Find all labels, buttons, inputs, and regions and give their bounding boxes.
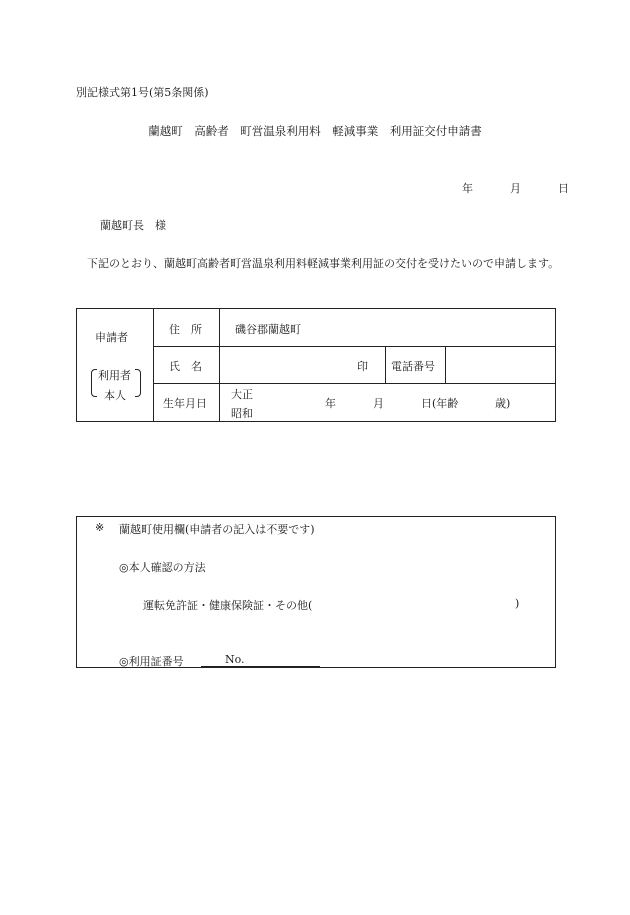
document-title: 蘭越町 高齢者 町営温泉利用料 軽減事業 利用証交付申請書 xyxy=(148,124,482,138)
date-line xyxy=(462,180,569,196)
applicant-group-label: 申請者 xyxy=(95,331,128,344)
left-bracket xyxy=(91,369,97,397)
office-use-box xyxy=(76,516,556,668)
name-label: 氏 名 xyxy=(169,360,202,373)
id-method-label: ◎本人確認の方法 xyxy=(119,561,206,574)
id-options-close: ) xyxy=(515,597,520,610)
user-label: 利用者 xyxy=(98,369,131,382)
birth-month: 月 xyxy=(373,397,384,410)
date-day: 日 xyxy=(558,182,569,195)
age-unit: 歳) xyxy=(495,397,511,410)
card-number-underline xyxy=(201,666,320,667)
self-label: 本人 xyxy=(104,389,126,402)
phone-label: 電話番号 xyxy=(391,360,435,373)
office-use-title: 蘭越町使用欄(申請者の記入は不要です) xyxy=(119,523,315,536)
card-number-prefix: No. xyxy=(225,653,245,666)
address-value: 磯谷郡蘭越町 xyxy=(235,323,301,336)
date-year: 年 xyxy=(462,182,473,195)
era-showa: 昭和 xyxy=(231,407,253,420)
birth-label: 生年月日 xyxy=(163,397,207,410)
body-text: 下記のとおり、蘭越町高齢者町営温泉利用料軽減事業利用証の交付を受けたいので申請します。 xyxy=(87,257,560,270)
card-number-label: ◎利用証番号 xyxy=(119,655,184,668)
date-month: 月 xyxy=(510,182,521,195)
birth-year: 年 xyxy=(325,397,336,410)
id-options: 運転免許証・健康保険証・その他( xyxy=(143,599,313,612)
address-label: 住 所 xyxy=(169,323,202,336)
form-id: 別記様式第1号(第5条関係) xyxy=(76,86,209,99)
era-taisho: 大正 xyxy=(231,388,253,401)
birth-day-age: 日(年齢 xyxy=(421,397,459,410)
seal-mark: 印 xyxy=(357,360,368,373)
right-bracket xyxy=(135,369,141,397)
addressee: 蘭越町長 様 xyxy=(100,219,166,232)
reference-mark: ※ xyxy=(95,521,105,534)
applicant-table xyxy=(76,308,556,422)
